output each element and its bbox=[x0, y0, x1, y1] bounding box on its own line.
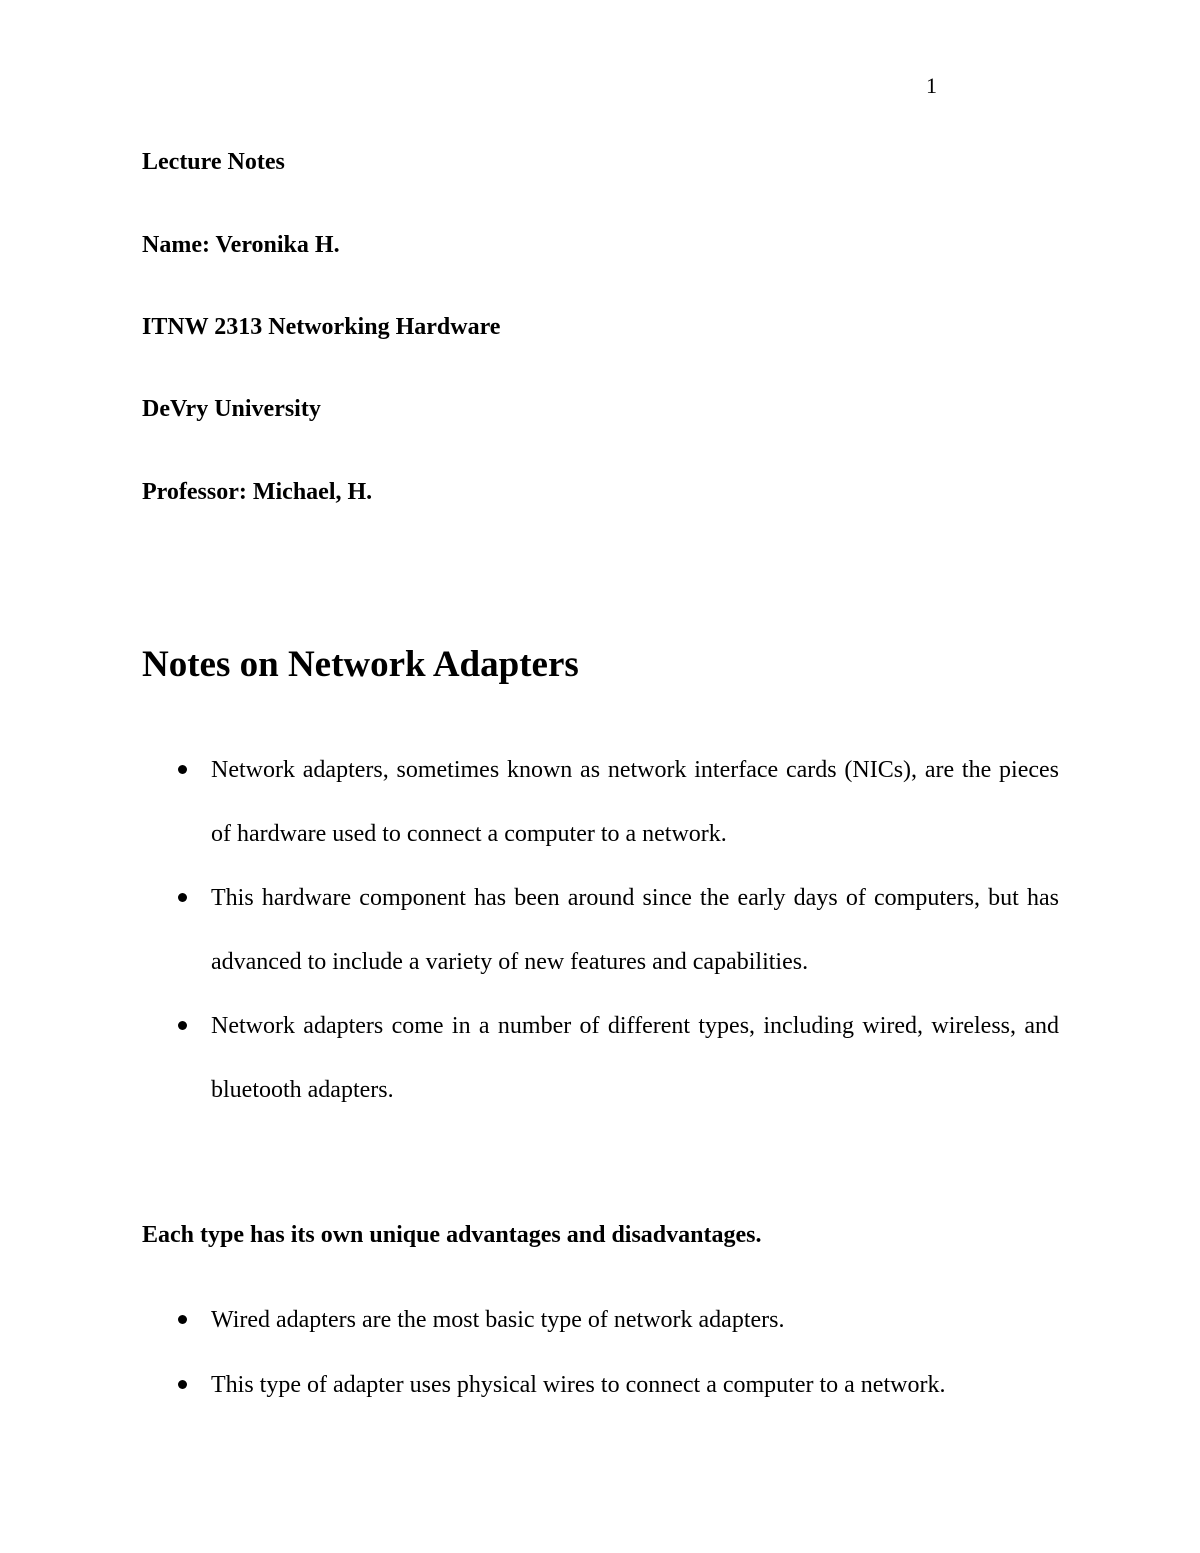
section-heading: Each type has its own unique advantages and disadvantages. bbox=[142, 1222, 762, 1248]
list-item bbox=[142, 1353, 1059, 1418]
bullet-list-overview bbox=[142, 738, 1059, 1122]
header-lecture-notes: Lecture Notes bbox=[142, 149, 285, 175]
list-item bbox=[142, 994, 1059, 1122]
list-item bbox=[142, 866, 1059, 994]
bullet-list-wired bbox=[142, 1288, 1059, 1418]
list-item-text: Network adapters, sometimes known as network interface cards (NICs), are the pieces of hardware used to connect a computer to a network. bbox=[211, 757, 1059, 847]
list-item bbox=[142, 1288, 1059, 1353]
header-student-name: Name: Veronika H. bbox=[142, 232, 340, 258]
bullet-dot-icon bbox=[178, 893, 187, 902]
header-professor: Professor: Michael, H. bbox=[142, 479, 373, 505]
bullet-dot-icon bbox=[178, 1380, 187, 1389]
list-item-text: This hardware component has been around since the early days of computers, but has advanced to include a variety of new features and capabilities. bbox=[211, 885, 1059, 975]
list-item-text: This type of adapter uses physical wires to connect a computer to a network. bbox=[211, 1372, 946, 1398]
document-title: Notes on Network Adapters bbox=[142, 644, 579, 685]
list-item-text: Wired adapters are the most basic type of network adapters. bbox=[211, 1307, 785, 1333]
bullet-dot-icon bbox=[178, 765, 187, 774]
page-number: 1 bbox=[926, 73, 937, 98]
header-course: ITNW 2313 Networking Hardware bbox=[142, 314, 501, 340]
bullet-dot-icon bbox=[178, 1315, 187, 1324]
list-item-text: Network adapters come in a number of different types, including wired, wireless, and bluetooth adapters. bbox=[211, 1013, 1059, 1103]
header-university: DeVry University bbox=[142, 396, 321, 422]
list-item bbox=[142, 738, 1059, 866]
bullet-dot-icon bbox=[178, 1021, 187, 1030]
